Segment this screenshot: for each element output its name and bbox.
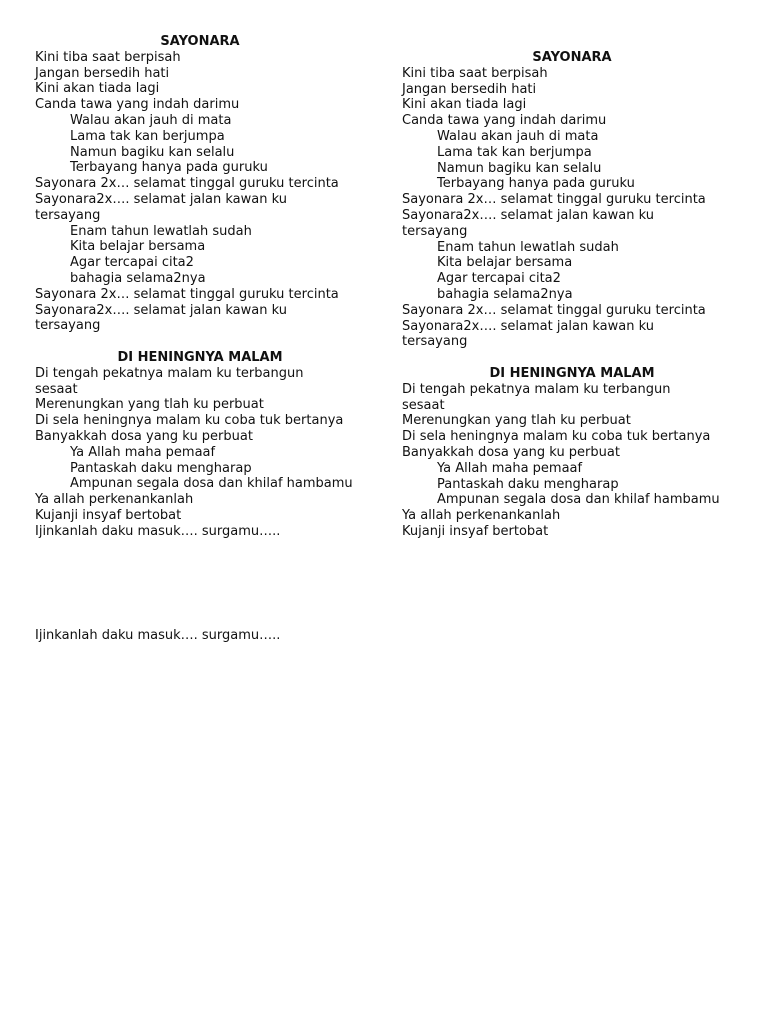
stray-lyric-line: Ijinkanlah daku masuk…. surgamu…..	[35, 628, 281, 643]
lyric-line: Ya allah perkenankanlah	[35, 492, 194, 508]
lyric-line: Di sela heningnya malam ku coba tuk bertanya	[402, 429, 711, 445]
lyric-line: Jangan bersedih hati	[402, 81, 537, 97]
lyric-line: Sayonara2x…. selamat jalan kawan ku	[402, 318, 654, 334]
song-title-di-heningnya-malam: DI HENINGNYA MALAM	[117, 349, 283, 365]
lyric-line: sesaat	[402, 397, 445, 413]
lyric-line: Ampunan segala dosa dan khilaf hambamu	[70, 476, 353, 492]
lyric-line: Walau akan jauh di mata	[70, 112, 232, 128]
lyric-line: Kini tiba saat berpisah	[402, 65, 548, 81]
lyric-line: Walau akan jauh di mata	[437, 128, 599, 144]
lyric-line: Kita belajar bersama	[70, 239, 206, 255]
lyric-line: Sayonara2x…. selamat jalan kawan ku	[35, 191, 287, 207]
lyric-line: Terbayang hanya pada guruku	[437, 176, 635, 192]
lyric-line: bahagia selama2nya	[70, 270, 206, 286]
section-spacer	[35, 334, 365, 350]
lyric-line: Sayonara 2x… selamat tinggal guruku tercinta	[35, 286, 339, 302]
lyric-line: Banyakkah dosa yang ku perbuat	[35, 428, 253, 444]
lyric-line: Pantaskah daku mengharap	[437, 476, 619, 492]
lyric-line: Merenungkan yang tlah ku perbuat	[35, 397, 264, 413]
lyric-line: Sayonara 2x… selamat tinggal guruku tercinta	[402, 302, 706, 318]
lyric-line: Jangan bersedih hati	[35, 65, 170, 81]
lyric-line: Ampunan segala dosa dan khilaf hambamu	[437, 492, 720, 508]
lyric-line: Ya Allah maha pemaaf	[437, 460, 583, 476]
lyric-line: Enam tahun lewatlah sudah	[70, 223, 252, 239]
lyrics-column-left	[35, 34, 365, 540]
lyric-line: Ya allah perkenankanlah	[402, 508, 561, 524]
lyric-line: Terbayang hanya pada guruku	[70, 160, 268, 176]
lyric-line: Enam tahun lewatlah sudah	[437, 239, 619, 255]
lyric-line: Agar tercapai cita2	[70, 255, 194, 271]
lyric-line: Merenungkan yang tlah ku perbuat	[402, 413, 631, 429]
lyric-line: bahagia selama2nya	[437, 286, 573, 302]
lyric-line: Ya Allah maha pemaaf	[70, 444, 216, 460]
lyric-line: Namun bagiku kan selalu	[437, 160, 602, 176]
lyric-line: Canda tawa yang indah darimu	[35, 97, 240, 113]
lyric-line: tersayang	[402, 334, 468, 350]
lyric-line: Ijinkanlah daku masuk…. surgamu…..	[35, 523, 281, 539]
lyric-line: Kini akan tiada lagi	[402, 97, 527, 113]
lyric-line: Lama tak kan berjumpa	[437, 144, 592, 160]
lyric-line: Kujanji insyaf bertobat	[402, 523, 549, 539]
lyric-line: Kini akan tiada lagi	[35, 81, 160, 97]
lyric-line: tersayang	[35, 207, 101, 223]
lyric-line: Sayonara 2x… selamat tinggal guruku tercinta	[402, 192, 706, 208]
lyric-line: Sayonara2x…. selamat jalan kawan ku	[35, 302, 287, 318]
lyric-line: Canda tawa yang indah darimu	[402, 113, 607, 129]
lyric-line: Kini tiba saat berpisah	[35, 49, 181, 65]
lyric-line: sesaat	[35, 381, 78, 397]
lyric-line: Di sela heningnya malam ku coba tuk bertanya	[35, 413, 344, 429]
song-title-di-heningnya-malam: DI HENINGNYA MALAM	[489, 365, 655, 381]
lyric-line: Di tengah pekatnya malam ku terbangun	[402, 381, 671, 397]
lyric-line: Kita belajar bersama	[437, 255, 573, 271]
lyric-line: Sayonara 2x… selamat tinggal guruku tercinta	[35, 176, 339, 192]
song-title-sayonara: SAYONARA	[160, 34, 240, 49]
lyric-line: Kujanji insyaf bertobat	[35, 507, 182, 523]
lyric-line: Banyakkah dosa yang ku perbuat	[402, 444, 620, 460]
lyric-line: Sayonara2x…. selamat jalan kawan ku	[402, 207, 654, 223]
lyric-line: Namun bagiku kan selalu	[70, 144, 235, 160]
lyric-line: tersayang	[35, 318, 101, 334]
lyric-line: Di tengah pekatnya malam ku terbangun	[35, 365, 304, 381]
lyric-line: Lama tak kan berjumpa	[70, 128, 225, 144]
lyric-line: Pantaskah daku mengharap	[70, 460, 252, 476]
lyric-line: Agar tercapai cita2	[437, 271, 561, 287]
song-title-sayonara: SAYONARA	[532, 50, 612, 65]
lyric-line: tersayang	[402, 223, 468, 239]
section-spacer	[402, 350, 742, 366]
lyrics-column-right	[402, 50, 742, 540]
